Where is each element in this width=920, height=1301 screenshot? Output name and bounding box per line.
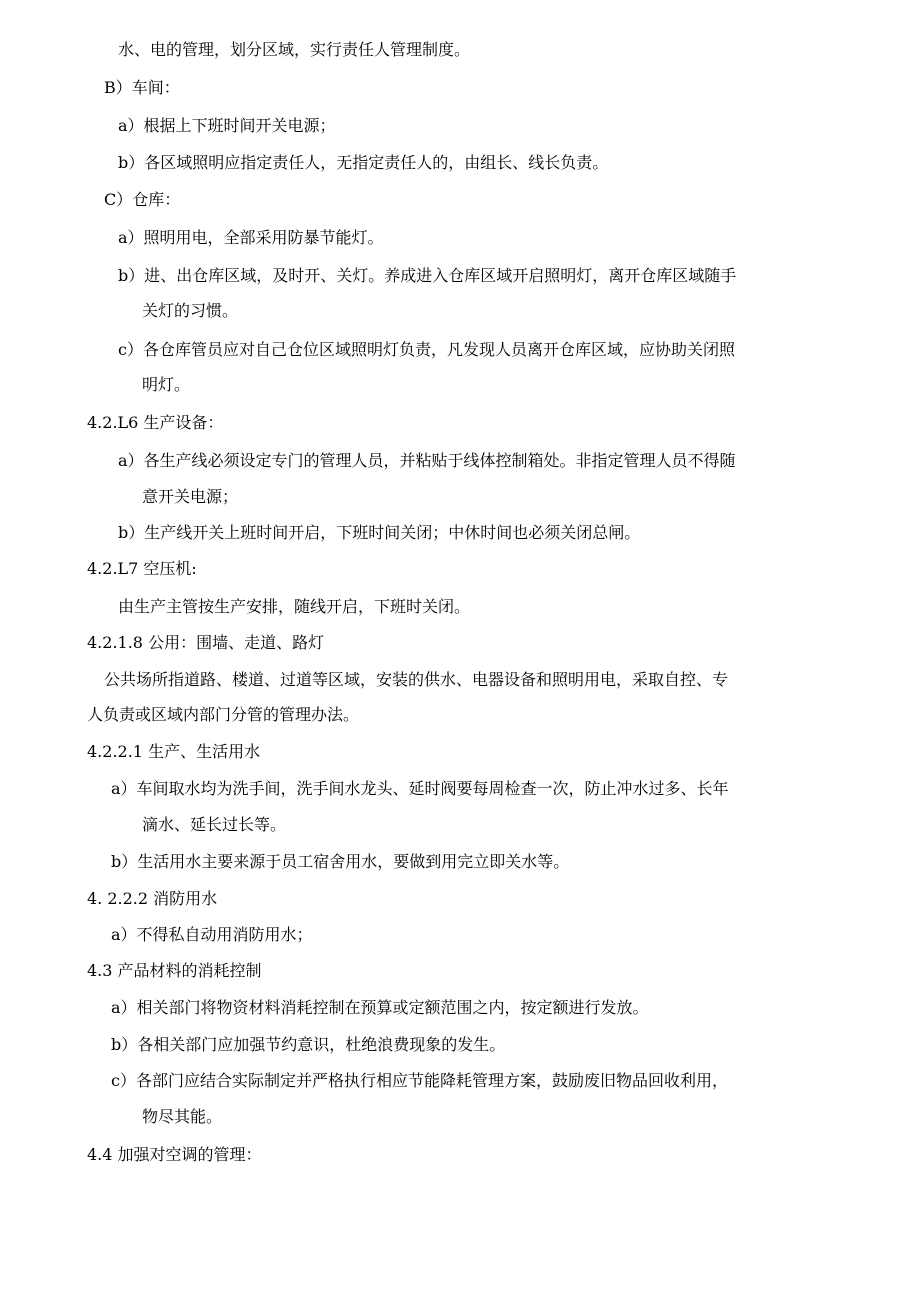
section-heading: 4.2.L7 空压机: [87,559,197,578]
list-item: b）生活用水主要来源于员工宿舍用水，要做到用完立即关水等。 [111,852,570,871]
text-line: 由生产主管按生产安排，随线开启，下班时关闭。 [118,597,471,616]
list-item: a）不得私自动用消防用水； [111,925,313,944]
list-item-continuation: 明灯。 [142,375,191,394]
list-item: a）照明用电，全部采用防暴节能灯。 [118,228,384,247]
section-heading: B）车间： [104,78,180,97]
section-heading: 4. 2.2.2 消防用水 [87,889,218,908]
list-item-continuation: 物尽其能。 [142,1107,223,1126]
section-heading: 4.4 加强对空调的管理： [87,1145,262,1164]
list-item-continuation: 滴水、延长过长等。 [142,815,287,834]
list-item-continuation: 意开关电源； [142,487,239,506]
list-item: a）根据上下班时间开关电源； [118,116,336,135]
section-heading: 4.3 产品材料的消耗控制 [87,961,262,980]
text-line: 人负责或区域内部门分管的管理办法。 [87,705,360,724]
list-item: c）各部门应结合实际制定并严格执行相应节能降耗管理方案，鼓励废旧物品回收利用， [111,1071,728,1090]
section-heading: 4.2.L6 生产设备： [87,413,224,432]
list-item: b）各相关部门应加强节约意识，杜绝浪费现象的发生。 [111,1035,506,1054]
list-item: c）各仓库管员应对自己仓位区域照明灯负责，凡发现人员离开仓库区域，应协助关闭照 [118,340,735,359]
list-item-continuation: 关灯的习惯。 [142,301,239,320]
section-heading: C）仓库： [104,190,181,209]
list-item: b）各区域照明应指定责任人，无指定责任人的，由组长、线长负责。 [118,153,609,172]
text-line: 公共场所指道路、楼道、过道等区域，安装的供水、电器设备和照明用电，采取自控、专 [104,670,729,689]
section-heading: 4.2.1.8 公用：围墙、走道、路灯 [87,633,325,652]
list-item: b）进、出仓库区域，及时开、关灯。养成进入仓库区域开启照明灯，离开仓库区域随手 [118,266,737,285]
list-item: b）生产线开关上班时间开启，下班时间关闭；中休时间也必须关闭总闸。 [118,523,641,542]
list-item: a）相关部门将物资材料消耗控制在预算或定额范围之内，按定额进行发放。 [111,998,649,1017]
list-item: a）各生产线必须设定专门的管理人员，并粘贴于线体控制箱处。非指定管理人员不得随 [118,451,736,470]
text-line: 水、电的管理，划分区域，实行责任人管理制度。 [118,40,471,59]
list-item: a）车间取水均为洗手间，洗手间水龙头、延时阀要每周检查一次，防止冲水过多、长年 [111,779,729,798]
section-heading: 4.2.2.1 生产、生活用水 [87,742,261,761]
